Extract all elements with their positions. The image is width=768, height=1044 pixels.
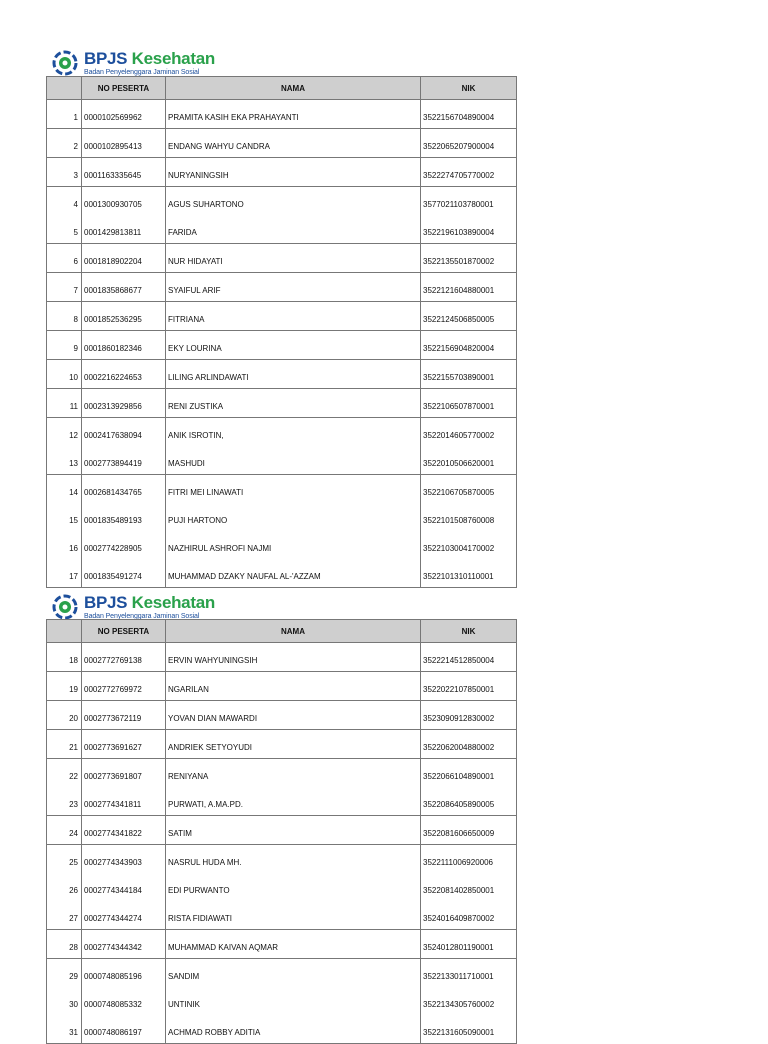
- no-peserta-cell: 0002774344342: [82, 930, 166, 959]
- nama-cell: ENDANG WAHYU CANDRA: [166, 129, 421, 158]
- table-row: [47, 360, 517, 389]
- no-peserta-cell: 0002313929856: [82, 389, 166, 418]
- table-row: [47, 187, 517, 216]
- nama-cell: MUHAMMAD DZAKY NAUFAL AL-'AZZAM: [166, 559, 421, 588]
- no-peserta-cell: 0001300930705: [82, 187, 166, 216]
- nik-cell: 3522010506620001: [421, 446, 517, 475]
- nama-cell: FITRI MEI LINAWATI: [166, 475, 421, 504]
- nik-cell: 3522124506850005: [421, 302, 517, 331]
- nik-cell: 3522156704890004: [421, 100, 517, 129]
- col-header-no-peserta: NO PESERTA: [82, 77, 166, 100]
- nik-cell: 3577021103780001: [421, 187, 517, 216]
- nik-cell: 3522103004170002: [421, 531, 517, 559]
- nama-cell: NAZHIRUL ASHROFI NAJMI: [166, 531, 421, 559]
- table-row: [47, 273, 517, 302]
- nik-cell: 3522022107850001: [421, 672, 517, 701]
- nik-cell: 3522133011710001: [421, 959, 517, 988]
- table-header: [47, 77, 517, 100]
- table-row: [47, 531, 517, 559]
- no-peserta-cell: 0002774343903: [82, 845, 166, 874]
- col-header-nik: NIK: [421, 620, 517, 643]
- nama-cell: EDI PURWANTO: [166, 873, 421, 901]
- nik-cell: 3522062004880002: [421, 730, 517, 759]
- nik-cell: 3524012801190001: [421, 930, 517, 959]
- nama-cell: MUHAMMAD KAIVAN AQMAR: [166, 930, 421, 959]
- no-peserta-cell: 0002774341811: [82, 787, 166, 816]
- no-peserta-cell: 0002773691807: [82, 759, 166, 788]
- table-row: [47, 559, 517, 588]
- table-row: [47, 672, 517, 701]
- row-number: 20: [47, 701, 82, 730]
- no-peserta-cell: 0001835491274: [82, 559, 166, 588]
- row-number: 27: [47, 901, 82, 930]
- no-peserta-cell: 0001835489193: [82, 503, 166, 531]
- nik-cell: 3522155703890001: [421, 360, 517, 389]
- no-peserta-cell: 0002773691627: [82, 730, 166, 759]
- row-number: 29: [47, 959, 82, 988]
- row-number: 23: [47, 787, 82, 816]
- nama-cell: NGARILAN: [166, 672, 421, 701]
- nama-cell: RENI ZUSTIKA: [166, 389, 421, 418]
- nama-cell: MASHUDI: [166, 446, 421, 475]
- no-peserta-cell: 0002216224653: [82, 360, 166, 389]
- table-row: [47, 418, 517, 447]
- table-row: [47, 816, 517, 845]
- row-number: 28: [47, 930, 82, 959]
- row-number: 16: [47, 531, 82, 559]
- nama-cell: SANDIM: [166, 959, 421, 988]
- row-number: 25: [47, 845, 82, 874]
- nama-cell: NUR HIDAYATI: [166, 244, 421, 273]
- nik-cell: 3522106705870005: [421, 475, 517, 504]
- no-peserta-cell: 0002774341822: [82, 816, 166, 845]
- row-number: 15: [47, 503, 82, 531]
- col-header-nama: NAMA: [166, 77, 421, 100]
- nik-cell: 3524016409870002: [421, 901, 517, 930]
- row-number: 21: [47, 730, 82, 759]
- row-number: 18: [47, 643, 82, 672]
- col-header-nama: NAMA: [166, 620, 421, 643]
- nama-cell: SYAIFUL ARIF: [166, 273, 421, 302]
- table-row: [47, 100, 517, 129]
- brand-name: BPJS Kesehatan: [84, 49, 215, 68]
- nama-cell: PUJI HARTONO: [166, 503, 421, 531]
- table-row: [47, 959, 517, 988]
- nik-cell: 3522156904820004: [421, 331, 517, 360]
- table-row: [47, 129, 517, 158]
- nik-cell: 3522121604880001: [421, 273, 517, 302]
- nik-cell: 3522086405890005: [421, 787, 517, 816]
- no-peserta-cell: 0000748086197: [82, 1015, 166, 1044]
- table-row: [47, 215, 517, 244]
- brand-tagline: Badan Penyelenggara Jaminan Sosial: [84, 69, 200, 76]
- row-number: 22: [47, 759, 82, 788]
- nik-cell: 3522066104890001: [421, 759, 517, 788]
- nama-cell: NASRUL HUDA MH.: [166, 845, 421, 874]
- nik-cell: 3522274705770002: [421, 158, 517, 187]
- row-number: 7: [47, 273, 82, 302]
- row-number: 1: [47, 100, 82, 129]
- table-row: [47, 1015, 517, 1044]
- table-row: [47, 331, 517, 360]
- nik-cell: 3523090912830002: [421, 701, 517, 730]
- row-number: 11: [47, 389, 82, 418]
- bpjs-logo: [52, 594, 215, 620]
- nama-cell: RENIYANA: [166, 759, 421, 788]
- row-number: 26: [47, 873, 82, 901]
- row-number: 30: [47, 987, 82, 1015]
- nama-cell: ACHMAD ROBBY ADITIA: [166, 1015, 421, 1044]
- no-peserta-cell: 0002774228905: [82, 531, 166, 559]
- nik-cell: 3522101310110001: [421, 559, 517, 588]
- nik-cell: 3522131605090001: [421, 1015, 517, 1044]
- table-row: [47, 503, 517, 531]
- nik-cell: 3522081402850001: [421, 873, 517, 901]
- table-row: [47, 446, 517, 475]
- nik-cell: 3522135501870002: [421, 244, 517, 273]
- nik-cell: 3522101508760008: [421, 503, 517, 531]
- table-row: [47, 987, 517, 1015]
- nik-cell: 3522134305760002: [421, 987, 517, 1015]
- no-peserta-cell: 0001860182346: [82, 331, 166, 360]
- table-row: [47, 901, 517, 930]
- table-row: [47, 475, 517, 504]
- no-peserta-cell: 0002772769138: [82, 643, 166, 672]
- col-header-no: [47, 620, 82, 643]
- no-peserta-cell: 0002774344274: [82, 901, 166, 930]
- no-peserta-cell: 0001429813811: [82, 215, 166, 244]
- col-header-no: [47, 77, 82, 100]
- table-row: [47, 643, 517, 672]
- row-number: 24: [47, 816, 82, 845]
- bpjs-logo: [52, 50, 215, 76]
- brand-name: BPJS Kesehatan: [84, 593, 215, 612]
- nama-cell: RISTA FIDIAWATI: [166, 901, 421, 930]
- row-number: 12: [47, 418, 82, 447]
- table-row: [47, 759, 517, 788]
- participant-table-2: [46, 619, 517, 1044]
- nama-cell: FITRIANA: [166, 302, 421, 331]
- no-peserta-cell: 0002773894419: [82, 446, 166, 475]
- row-number: 31: [47, 1015, 82, 1044]
- row-number: 17: [47, 559, 82, 588]
- row-number: 19: [47, 672, 82, 701]
- nama-cell: PURWATI, A.MA.PD.: [166, 787, 421, 816]
- nama-cell: AGUS SUHARTONO: [166, 187, 421, 216]
- nama-cell: FARIDA: [166, 215, 421, 244]
- row-number: 2: [47, 129, 82, 158]
- nik-cell: 3522106507870001: [421, 389, 517, 418]
- nik-cell: 3522111006920006: [421, 845, 517, 874]
- table-row: [47, 244, 517, 273]
- no-peserta-cell: 0002772769972: [82, 672, 166, 701]
- row-number: 3: [47, 158, 82, 187]
- table-row: [47, 389, 517, 418]
- row-number: 10: [47, 360, 82, 389]
- nama-cell: ANDRIEK SETYOYUDI: [166, 730, 421, 759]
- nama-cell: SATIM: [166, 816, 421, 845]
- no-peserta-cell: 0000102895413: [82, 129, 166, 158]
- no-peserta-cell: 0000102569962: [82, 100, 166, 129]
- nama-cell: LILING ARLINDAWATI: [166, 360, 421, 389]
- row-number: 14: [47, 475, 82, 504]
- nama-cell: NURYANINGSIH: [166, 158, 421, 187]
- table-row: [47, 845, 517, 874]
- row-number: 9: [47, 331, 82, 360]
- no-peserta-cell: 0001852536295: [82, 302, 166, 331]
- nama-cell: ANIK ISROTIN,: [166, 418, 421, 447]
- no-peserta-cell: 0002773672119: [82, 701, 166, 730]
- no-peserta-cell: 0001835868677: [82, 273, 166, 302]
- no-peserta-cell: 0002774344184: [82, 873, 166, 901]
- nik-cell: 3522081606650009: [421, 816, 517, 845]
- col-header-no-peserta: NO PESERTA: [82, 620, 166, 643]
- table-row: [47, 158, 517, 187]
- nama-cell: YOVAN DIAN MAWARDI: [166, 701, 421, 730]
- table-row: [47, 302, 517, 331]
- participant-table-1: [46, 76, 517, 588]
- no-peserta-cell: 0000748085196: [82, 959, 166, 988]
- nama-cell: UNTINIK: [166, 987, 421, 1015]
- table-row: [47, 873, 517, 901]
- no-peserta-cell: 0001818902204: [82, 244, 166, 273]
- nama-cell: ERVIN WAHYUNINGSIH: [166, 643, 421, 672]
- row-number: 8: [47, 302, 82, 331]
- no-peserta-cell: 0002681434765: [82, 475, 166, 504]
- bpjs-emblem-icon: [52, 50, 78, 76]
- nik-cell: 3522196103890004: [421, 215, 517, 244]
- nama-cell: PRAMITA KASIH EKA PRAHAYANTI: [166, 100, 421, 129]
- no-peserta-cell: 0001163335645: [82, 158, 166, 187]
- nik-cell: 3522065207900004: [421, 129, 517, 158]
- table-row: [47, 701, 517, 730]
- table-row: [47, 730, 517, 759]
- nik-cell: 3522014605770002: [421, 418, 517, 447]
- table-header: [47, 620, 517, 643]
- row-number: 4: [47, 187, 82, 216]
- bpjs-emblem-icon: [52, 594, 78, 620]
- table-row: [47, 787, 517, 816]
- brand-tagline: Badan Penyelenggara Jaminan Sosial: [84, 613, 200, 620]
- nik-cell: 3522214512850004: [421, 643, 517, 672]
- nama-cell: EKY LOURINA: [166, 331, 421, 360]
- no-peserta-cell: 0000748085332: [82, 987, 166, 1015]
- no-peserta-cell: 0002417638094: [82, 418, 166, 447]
- table-row: [47, 930, 517, 959]
- row-number: 6: [47, 244, 82, 273]
- row-number: 5: [47, 215, 82, 244]
- row-number: 13: [47, 446, 82, 475]
- col-header-nik: NIK: [421, 77, 517, 100]
